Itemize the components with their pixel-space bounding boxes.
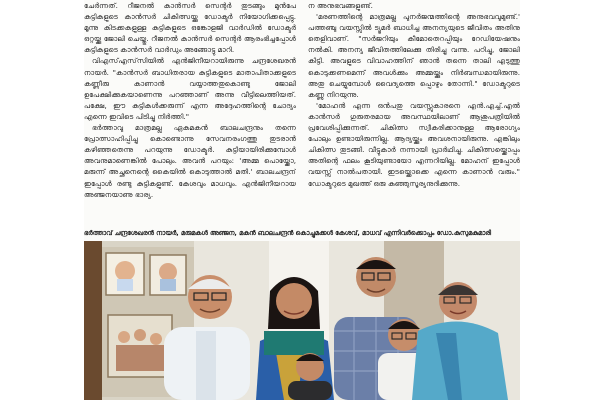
paragraph: ഭർത്താവു മാത്രമല്ല ഏകമകൻ ബാലചന്ദ്രനും തന്നെ പ്രോത്സാഹിപ്പിച്ചു കൊണ്ടൊന്നു സേവനരംഗത്തു തുടരാൻ കഴിഞ്ഞതെന്നു പറയുന്നു ഡോക്ടർ. കുട്ടിയായിരിക്കുമ്പോൾ അവനുമാണെങ്കിൽ പോലും. അവൻ പറയും: 'അമ്മ പൊയ്ക്കോ, മരുന്ന് അച്ഛനെന്റെ കൈയിൽ കൊടുത്താൽ മതി.' ബാലചന്ദ്രന് ഇപ്പോൾ രണ്ടു കുട്ടികളുണ്ട്. കേശവും മാധവും. എൻജിനീയറായ അഞ്ജനയാണു ഭാര്യ. (84, 123, 296, 199)
family-photo (84, 241, 520, 400)
family-photo-illustration (84, 241, 520, 400)
paragraph: 'മോഹൻ എന്ന ഒൻപതു വയസ്സുകാരനെ എൻ.എച്ച്.എൽ കാൻസർ ഗുരുതരമായ അവസ്ഥയിലാണ് ആശുപത്രിയിൽ പ്രവേശിപ്പിക്കുന്നത്. ചികിത്സ സ്വീകരിക്കാനുള്ള ആരോഗ്യം പോലും ഉണ്ടായിരുന്നില്ല. ആദ്യയ്ക്കും അവശനായിരുന്നു. എങ്കിലും ചികിത്സ തുടങ്ങി. വീട്ടുകാർ നന്നായി പ്രാർഥിച്ചു. ചികിത്സയ്ക്കൊപ്പം അതിന്റെ ഫലം കൂടിയുണ്ടായോ എന്നറിയില്ല. മോഹന് ഇപ്പോൾ വയസ്സ് നാൽപതായി. ഇടയ്ക്കൊക്കെ എന്നെ കാണാൻ വരും." ഡോക്ടറുടെ മുഖത്ത് ഒരു കുഞ്ഞുസൂര്യനുദിക്കുന്നു. (308, 100, 520, 188)
photo-caption: ഭർത്താവ് ചന്ദ്രശേഖരൻ നായർ, മരുമകൾ അഞ്ജന, മകൻ ബാലചന്ദ്രൻ കൊച്ചുമക്കൾ കേശവ്, മാധവ് എന്നിവർക്കൊപ്പം ഡോ.കുസുമകുമാരി (84, 229, 492, 237)
paragraph: വിഎസ്എസ്‌സിയിൽ എൻജിനീയറായിരുന്നു ചന്ദ്രശേഖരൻ നായർ. "കാൻസർ ബാധിതരായ കുട്ടികളുടെ മാതാപിതാക്കളുടെ കണ്ണീരു കാണാൻ വയ്യാത്തതുകൊണ്ടു ജോലി ഉപേക്ഷിക്കുകയാണെന്നു പറഞ്ഞാണ് അന്നു വീട്ടിലെത്തിയത്. പക്ഷേ, ഈ കുട്ടികൾക്കരുന്ന് എന്ന അദ്ദേഹത്തിന്റെ ചോദ്യം എന്നെ ഇവിടെ പിടിച്ചു നിർത്തി." (84, 56, 296, 121)
article-column-2 (308, 0, 520, 226)
left-margin (0, 0, 84, 400)
right-margin (520, 0, 600, 400)
paragraph: 'മരണത്തിന്റെ മാത്രമല്ല പുനർജന്മത്തിന്റെ അനുഭവവുമുണ്ട്.' പത്തഞ്ചു വയസ്സിൽ ട്യൂമർ ബാധിച്ച അനന്യയുടെ ജീവിതം അതിനു തെളിവാണ്. "സർജറിയും കീമോതെറപ്പിയും റേഡിയേഷനും നൽകി. അനന്യ ജീവിതത്തിലേക്കു തിരിച്ചു വന്നു. പഠിച്ചു, ജോലി കിട്ടി. അവളുടെ വിവാഹത്തിന് ഞാൻ തന്നെ താലി എടുത്തു കൊടുക്കണമെന്ന് അവൾക്കും അമ്മയ്ക്കും നിർബന്ധമായിരുന്നു. അതു ചെയ്യുമ്പോൾ വൈദ്യത്തെ പ്പൊഴും തോന്നി." ഡോക്ടറുടെ കണ്ണു നിറയുന്നു. (308, 12, 520, 99)
article-column-1 (84, 0, 296, 226)
article-body (84, 0, 520, 226)
paragraph: ചേർന്നത്. റീജനൽ കാൻസർ സെന്റർ തുടങ്ങും മുൻപേ കുട്ടികളുടെ കാൻസർ ചികിത്സയ്ക്കു ഡോക്ടർ നിയോഗിക്കപ്പെട്ടു. മൂന്നു കിടക്കകളുള്ള കുട്ടികളുടെ ഒങ്കോളജി വാർഡിൽ ഡോക്ടർ ഒറ്റയ്ക്കു ജോലി ചെയ്തു. റീജനൽ കാൻസർ സെന്റർ ആരംഭിച്ചപ്പോൾ കുട്ടികളുടെ കാൻസർ വാർഡും അങ്ങോട്ടു മാറി. (84, 1, 296, 55)
paragraph: ന അനുഭവങ്ങളുണ്ട്. (308, 1, 373, 10)
